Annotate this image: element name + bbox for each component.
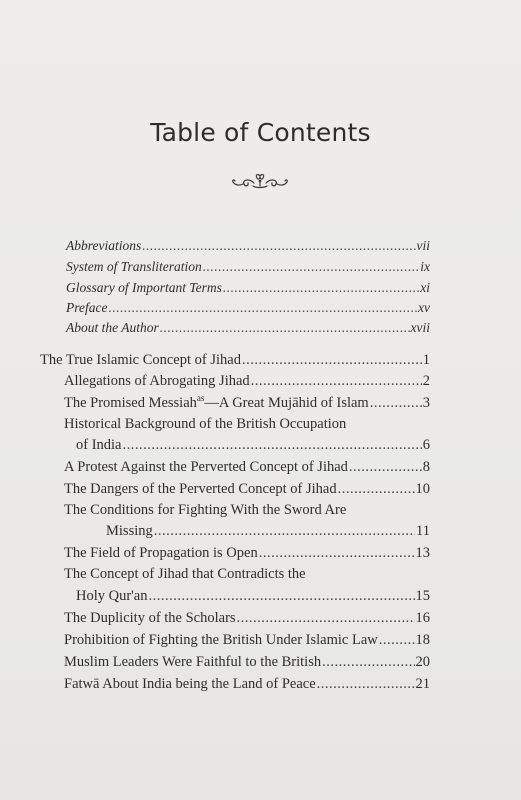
toc-entry-transliteration[interactable] — [66, 259, 430, 275]
toc-page-number: xi — [420, 280, 430, 295]
toc-entry-label: Preface — [66, 300, 108, 315]
dot-leader — [203, 259, 419, 275]
toc-page-number: ix — [420, 259, 430, 274]
toc-page-number: 8 — [422, 459, 430, 475]
toc-entry-label: Fatwā About India being the Land of Peace — [64, 676, 316, 692]
toc-entry-label: Glossary of Important Terms — [66, 280, 222, 295]
dot-leader — [338, 481, 415, 498]
toc-entry-label: System of Transliteration — [66, 259, 202, 274]
toc-entry-conditions[interactable] — [106, 523, 430, 540]
toc-entry-fatwa[interactable] — [64, 676, 430, 693]
toc-page-number: 21 — [415, 676, 430, 692]
toc-page-number: 11 — [416, 523, 430, 539]
ornament-divider-icon — [229, 172, 291, 190]
toc-entry-label: The Field of Propagation is Open — [64, 545, 258, 561]
toc-page-number: 20 — [415, 654, 430, 670]
toc-chapter-heading[interactable] — [40, 352, 430, 369]
dot-leader — [322, 654, 414, 671]
dot-leader — [154, 523, 415, 540]
toc-entry-protest[interactable] — [64, 459, 430, 476]
toc-page-number: 13 — [415, 545, 430, 561]
toc-entry-allegations[interactable] — [64, 373, 430, 390]
toc-entry-preface[interactable] — [66, 300, 430, 316]
toc-entry-label: The True Islamic Concept of Jihad — [40, 352, 241, 368]
toc-page-number: 15 — [415, 588, 430, 604]
toc-entry-abbreviations[interactable] — [66, 238, 430, 254]
dot-leader — [148, 588, 414, 605]
toc-entry-about-author[interactable] — [66, 320, 430, 336]
toc-entry-label: Holy Qur'an — [76, 588, 148, 604]
dot-leader — [142, 238, 415, 254]
toc-entry-label: Prohibition of Fighting the British Under Islamic Law — [64, 632, 378, 648]
dot-leader — [349, 459, 422, 476]
page-title: Table of Contents — [150, 118, 371, 147]
toc-entry-label: of India — [76, 437, 122, 453]
toc-entry-label: The Duplicity of the Scholars — [64, 610, 236, 626]
toc-entry-dangers[interactable] — [64, 481, 430, 498]
show-through-text — [0, 45, 521, 125]
toc-entry-label: Missing — [106, 523, 153, 539]
toc-entry-concept-contradicts[interactable] — [76, 588, 430, 605]
dot-leader — [251, 373, 422, 390]
toc-page-number: vii — [416, 238, 430, 253]
dot-leader — [259, 545, 415, 562]
toc-entry-label: About the Author — [66, 320, 159, 335]
dot-leader — [160, 320, 410, 336]
toc-entry-line: The Concept of Jihad that Contradicts the — [64, 566, 306, 582]
honorific-superscript: as — [196, 393, 205, 403]
toc-entry-promised-messiah[interactable] — [64, 395, 430, 412]
dot-leader — [108, 300, 417, 316]
toc-page-number: 3 — [422, 395, 430, 411]
dot-leader — [242, 352, 422, 369]
toc-page-number: 6 — [422, 437, 430, 453]
toc-entry-label — [64, 395, 369, 412]
toc-page-number: 10 — [415, 481, 430, 497]
toc-entry-label: A Protest Against the Perverted Concept of Jihad — [64, 459, 348, 475]
dot-leader — [223, 280, 419, 296]
dot-leader — [123, 437, 422, 454]
toc-entry-historical-background[interactable] — [76, 437, 430, 454]
toc-entry-glossary[interactable] — [66, 280, 430, 296]
dot-leader — [317, 676, 415, 693]
toc-page-number: 1 — [422, 352, 430, 368]
toc-entry-line: The Conditions for Fighting With the Sword Are — [64, 502, 347, 518]
toc-entry-duplicity[interactable] — [64, 610, 430, 627]
label-text: —A Great Mujāhid of Islam — [204, 395, 369, 411]
dot-leader — [379, 632, 415, 649]
dot-leader — [237, 610, 415, 627]
toc-entry-label: Abbreviations — [66, 238, 142, 253]
toc-page-number: xvii — [410, 320, 430, 335]
toc-entry-label: Allegations of Abrogating Jihad — [64, 373, 250, 389]
toc-page-number: 18 — [415, 632, 430, 648]
toc-page-number: 16 — [415, 610, 430, 626]
toc-entry-label: Muslim Leaders Were Faithful to the British — [64, 654, 322, 670]
toc-entry-field-of-propagation[interactable] — [64, 545, 430, 562]
toc-page-number: xv — [418, 300, 430, 315]
dot-leader — [370, 395, 422, 412]
toc-entry-label: The Dangers of the Perverted Concept of Jihad — [64, 481, 337, 497]
toc-entry-prohibition[interactable] — [64, 632, 430, 649]
toc-entry-muslim-leaders[interactable] — [64, 654, 430, 671]
toc-entry-line: Historical Background of the British Occupation — [64, 416, 347, 432]
label-text: The Promised Messiah — [64, 395, 197, 411]
toc-page-number: 2 — [422, 373, 430, 389]
